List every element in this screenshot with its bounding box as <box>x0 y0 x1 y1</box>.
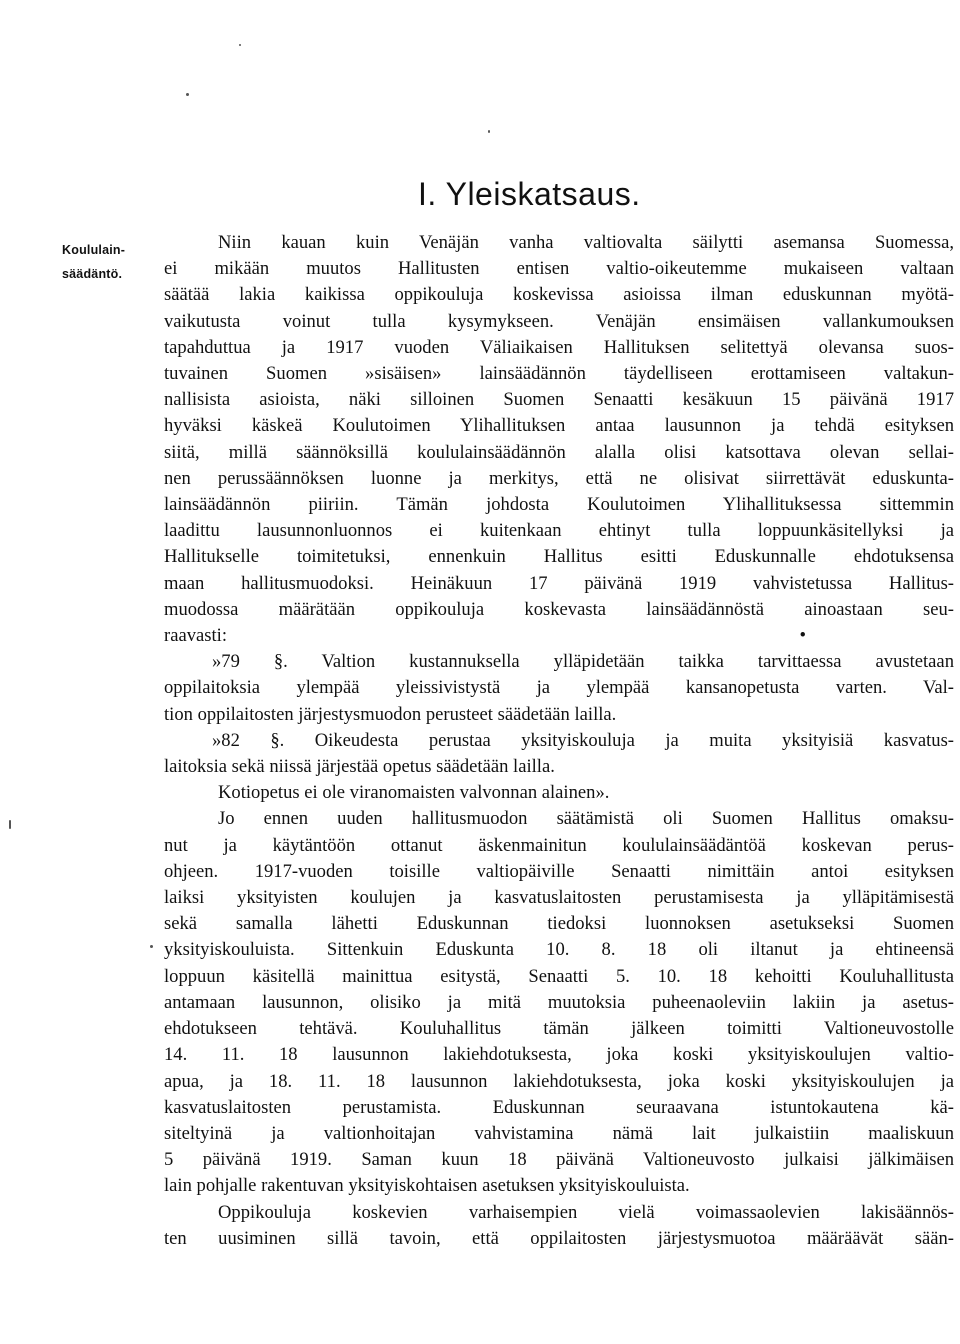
margin-note <box>62 238 142 286</box>
text-line: laitoksia sekä niissä järjestää opetus säädetään lailla. <box>164 756 555 778</box>
text-line: antamaan lausunnon, olisiko ja mitä muutoksia puheenaoleviin lakiin ja asetus- <box>164 991 954 1013</box>
text-line: vaikutusta voinut tulla kysymykseen. Venäjän ensimäisen vallankumouksen <box>164 310 954 332</box>
text-line: yksityiskouluista. Sittenkuin Eduskunta 10. 8. 18 oli iltanut ja ehtineensä <box>164 939 954 961</box>
text-line: ei mikään muutos Hallitusten entisen valtio-oikeutemme mukaiseen valtaan <box>164 258 954 280</box>
margin-note-line: Koululain- <box>62 243 126 257</box>
scan-speck <box>186 93 189 96</box>
text-line: »82 §. Oikeudesta perustaa yksityiskouluja ja muita yksityisiä kasvatus- <box>212 729 954 751</box>
text-line: tion oppilaitosten järjestysmuodon perusteet säädetään lailla. <box>164 703 617 725</box>
text-line: raavasti: <box>164 625 227 647</box>
stray-dot-mark: • <box>799 625 806 647</box>
text-line: siteltyinä ja valtionhoitajan vahvistamina nämä lait julkaistiin maaliskuun <box>164 1122 954 1144</box>
text-line: hyväksi käskeä Koulutoimen Ylihallituksen antaa lausunnon ja tehdä esityksen <box>164 415 954 437</box>
section-heading: I. Yleiskatsaus. <box>418 176 641 212</box>
scan-speck <box>9 820 11 829</box>
text-line: oppilaitoksia ylempää yleissivistystä ja ylempää kansanopetusta varten. Val- <box>164 677 954 699</box>
text-line: Jo ennen uuden hallitusmuodon säätämistä oli Suomen Hallitus omaksu- <box>218 808 954 830</box>
text-line: nut ja käytäntöön ottanut äskenmainitun koululainsäädäntöä koskevan perus- <box>164 834 954 856</box>
scan-speck <box>488 130 490 133</box>
text-line: Niin kauan kuin Venäjän vanha valtiovalta säilytti asemansa Suomessa, <box>218 232 954 253</box>
text-line: loppuun käsitellä mainittua esitystä, Senaatti 5. 10. 18 kehoitti Kouluhallitusta <box>164 965 954 987</box>
text-line: apua, ja 18. 11. 18 lausunnon lakiehdotuksesta, joka koski yksityiskoulujen ja <box>164 1070 954 1092</box>
text-line: säätää lakia kaikissa oppikouluja koskevissa asioissa ilman eduskunnan myötä- <box>164 284 954 306</box>
text-line: »79 §. Valtion kustannuksella ylläpidetään taikka tarvittaessa avustetaan <box>212 651 954 673</box>
scan-speck <box>239 44 241 46</box>
text-line: nallisista asioista, näki silloinen Suomen Senaatti kesäkuun 15 päivänä 1917 <box>164 389 954 411</box>
text-line: Hallitukselle toimitetuksi, ennenkuin Hallitus esitti Eduskunnalle ehdotuksensa <box>164 546 954 568</box>
text-line: ehdotukseen tehtävä. Kouluhallitus tämän jälkeen toimitti Valtioneuvostolle <box>164 1018 954 1040</box>
text-line: sekä samalla lähetti Eduskunnan tiedoksi luonnoksen asetukseksi Suomen <box>164 913 954 935</box>
text-line: Kotiopetus ei ole viranomaisten valvonnan alainen». <box>218 782 610 804</box>
text-line: kasvatuslaitosten perustamista. Eduskunnan seuraavana istuntokautena kä- <box>164 1096 954 1118</box>
text-line: maan hallitusmuodoksi. Heinäkuun 17 päivänä 1919 vahvistetussa Hallitus- <box>164 572 954 594</box>
text-line: siitä, millä säännöksillä koululainsäädännön alalla olisi katsottava olevan sellai- <box>164 441 954 463</box>
text-line: laiksi yksityisten koulujen ja kasvatuslaitosten perustamisesta ja ylläpitämisestä <box>164 887 954 909</box>
text-line: laadittu lausunnonluonnos ei kuitenkaan ehtinyt tulla loppuunkäsitellyksi ja <box>164 520 954 542</box>
text-line: lainsäädännön piiriin. Tämän johdosta Koulutoimen Ylihallituksessa sittemmin <box>164 494 954 516</box>
text-line: tapahduttua ja 1917 vuoden Väliaikaisen Hallituksen selitettyä olevansa suos- <box>164 336 954 358</box>
text-line: lain pohjalle rakentuvan yksityiskohtaisen asetuksen yksityiskouluista. <box>164 1175 690 1197</box>
margin-note-line: säädäntö. <box>62 267 123 281</box>
text-line: muodossa määrätään oppikouluja koskevasta lainsäädännöstä ainoastaan seu- <box>164 598 954 620</box>
text-line: Oppikouluja koskevien varhaisempien vielä voimassaolevien lakisäännös- <box>218 1201 954 1223</box>
text-line: 14. 11. 18 lausunnon lakiehdotuksesta, joka koski yksityiskoulujen valtio- <box>164 1044 954 1066</box>
text-line: nen perussäännöksen luonne ja merkitys, että ne olisivat siirrettävät eduskunta- <box>164 467 954 489</box>
text-line-row <box>164 623 954 649</box>
text-line: tuvainen Suomen »sisäisen» lainsäädännön täydelliseen erottamiseen valtakun- <box>164 363 954 385</box>
text-line: ohjeen. 1917-vuoden toisille valtiopäiville Senaatti nimittäin antoi esityksen <box>164 860 954 882</box>
text-line: 5 päivänä 1919. Saman kuun 18 päivänä Valtioneuvosto julkaisi jälkimäisen <box>164 1149 954 1171</box>
body-text <box>164 230 954 1252</box>
scan-speck <box>150 945 153 948</box>
text-line: ten uusiminen sillä tavoin, että oppilaitosten järjestysmuotoa määräävät sään- <box>164 1227 954 1249</box>
